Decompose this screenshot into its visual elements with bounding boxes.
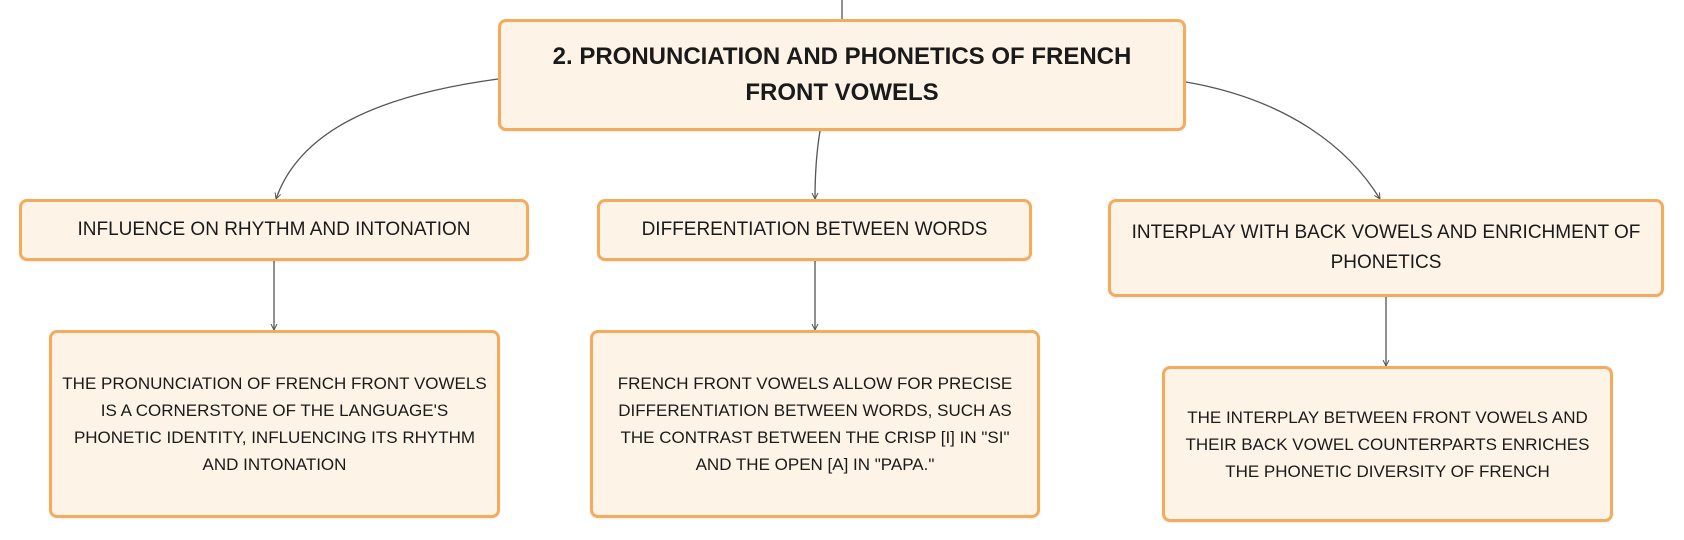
subtopic-interplay-back-vowels[interactable] [1108,199,1664,297]
subtopic-label: INTERPLAY WITH BACK VOWELS AND ENRICHMENT OF PHONETICS [1131,222,1641,273]
detail-differentiation[interactable] [590,330,1040,518]
detail-rhythm-intonation[interactable] [49,330,500,518]
subtopic-label: DIFFERENTIATION BETWEEN WORDS [641,219,988,240]
subtopic-rhythm-intonation[interactable] [19,199,529,261]
connector-root-to-differentiation [815,131,820,199]
detail-text: FRENCH FRONT VOWELS ALLOW FOR PRECISE DIFFERENTIATION BETWEEN WORDS, SUCH AS THE CONTRAST BETWEEN THE CRISP [I] IN "SI" AND THE OPEN [A] IN "PAPA." [617,374,1013,474]
root-topic-node[interactable] [498,19,1186,131]
detail-text: THE PRONUNCIATION OF FRENCH FRONT VOWELS IS A CORNERSTONE OF THE LANGUAGE'S PHONETIC IDENTITY, INFLUENCING ITS RHYTHM AND INTONATION [62,374,487,474]
detail-text: THE INTERPLAY BETWEEN FRONT VOWELS AND THEIR BACK VOWEL COUNTERPARTS ENRICHES THE PHONETIC DIVERSITY OF FRENCH [1185,407,1590,481]
connector-root-to-interplay [1186,82,1380,199]
subtopic-label: INFLUENCE ON RHYTHM AND INTONATION [77,219,471,240]
subtopic-differentiation[interactable] [597,199,1032,261]
connector-root-to-rhythm [276,79,498,199]
root-topic-label: 2. PRONUNCIATION AND PHONETICS OF FRENCH FRONT VOWELS [552,43,1132,106]
detail-interplay-back-vowels[interactable] [1162,366,1613,522]
